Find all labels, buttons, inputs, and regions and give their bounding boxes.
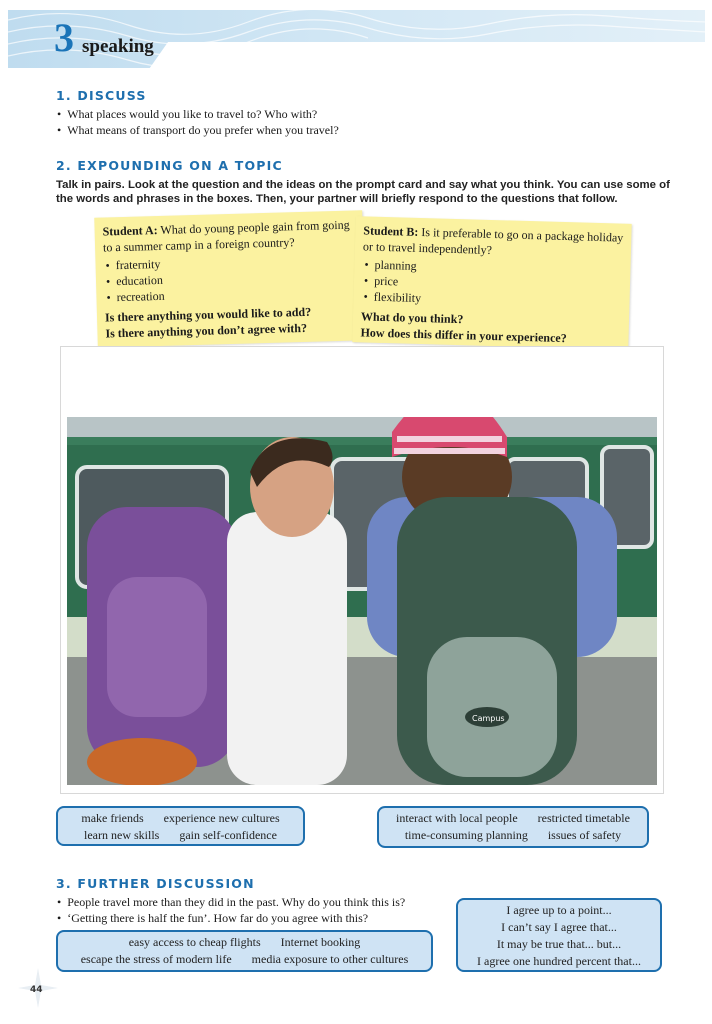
list-item: • People travel more than they did in the past. Why do you think this is? (57, 894, 405, 910)
card-question: Is it preferable to go on a package holiday or to travel independently? (362, 225, 624, 257)
phrase: media exposure to other cultures (251, 952, 409, 966)
follow-up-question: How does this differ in your experience? (360, 325, 567, 346)
student-label: Student B: (363, 223, 419, 239)
phrase: It may be true that... but... (496, 937, 622, 951)
prompt-card-student-a (94, 210, 366, 347)
idea-list (363, 256, 622, 311)
card-question: What do young people gain from going to a summer camp in a foreign country? (102, 217, 350, 255)
list-item: • What places would you like to travel to? Who with? (57, 106, 339, 122)
idea-list (105, 250, 356, 305)
expounding-heading: 2. EXPOUNDING ON A TOPIC (56, 158, 283, 173)
list-item: • planning (364, 256, 622, 279)
phrase: experience new cultures (163, 811, 280, 825)
follow-up-question: Is there anything you would like to add? (104, 304, 312, 325)
phrase-box-bottom (56, 930, 433, 972)
phrase: Internet booking (280, 935, 361, 949)
phrase: I can’t say I agree that... (501, 920, 617, 934)
photo-illustration (67, 417, 657, 785)
student-label: Student A: (102, 223, 158, 239)
backpack-brand: Campus (472, 714, 505, 723)
phrase: make friends (81, 811, 144, 825)
unit-title: speaking (82, 36, 154, 57)
discuss-heading: 1. DISCUSS (56, 88, 147, 103)
list-item: • fraternity (105, 250, 355, 273)
agreement-phrases-box (456, 898, 662, 972)
phrase-box-right (377, 806, 649, 848)
follow-up-question: Is there anything you don’t agree with? (105, 320, 308, 341)
phrase: time-consuming planning (404, 828, 528, 842)
phrase: restricted timetable (537, 811, 630, 825)
further-list (57, 894, 405, 926)
phrase: easy access to cheap flights (128, 935, 261, 949)
phrase: issues of safety (547, 828, 622, 842)
page-number: 44 (30, 985, 43, 995)
phrase: escape the stress of modern life (80, 952, 232, 966)
phrase-box-left (56, 806, 305, 846)
list-item: • recreation (106, 282, 356, 305)
list-item: • ‘Getting there is half the fun’. How far do you agree with this? (57, 910, 405, 926)
prompt-card-student-b (352, 216, 631, 350)
discuss-list (57, 106, 339, 138)
phrase: I agree up to a point... (506, 903, 612, 917)
list-item: • What means of transport do you prefer when you travel? (57, 122, 339, 138)
backpackers-photo (60, 346, 664, 794)
list-item: • flexibility (363, 288, 621, 311)
further-discussion-heading: 3. FURTHER DISCUSSION (56, 876, 255, 891)
phrase: I agree one hundred percent that... (477, 954, 641, 968)
follow-up-question: What do you think? (360, 309, 464, 327)
unit-number: 3 (54, 15, 74, 60)
list-item: • price (364, 272, 622, 295)
phrase: learn new skills (84, 828, 160, 842)
list-item: • education (106, 266, 356, 289)
instructions: Talk in pairs. Look at the question and the ideas on the prompt card and say what you think. You can use some of the words and phrases in the boxes. Then, your partner will briefly respond to the questions that follow. (56, 179, 670, 205)
phrase: gain self-confidence (179, 828, 277, 842)
phrase: interact with local people (396, 811, 518, 825)
